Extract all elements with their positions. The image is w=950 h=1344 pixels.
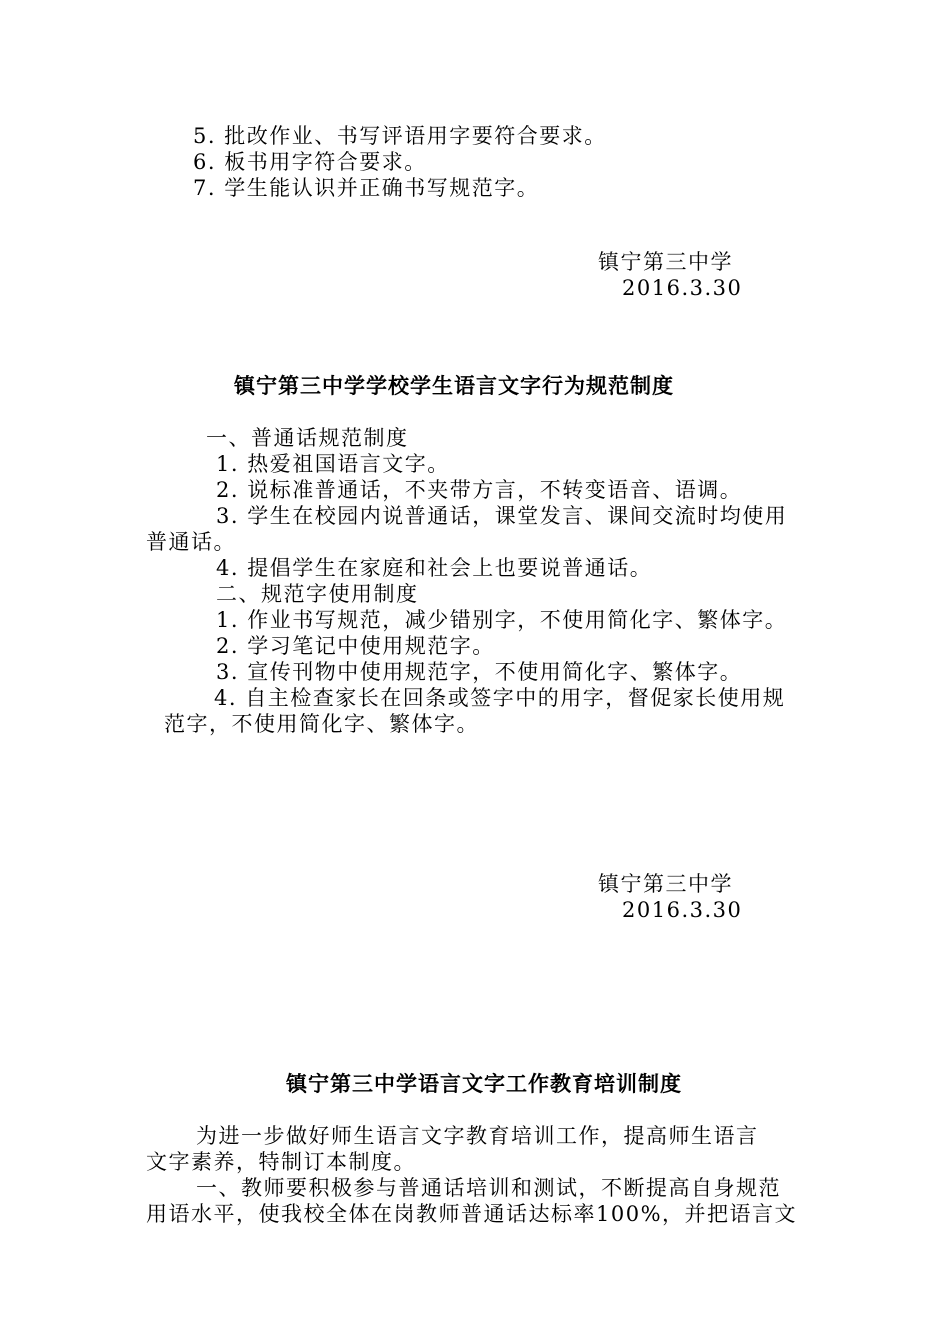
paragraph-line: 用语水平，使我校全体在岗教师普通话达标率100%，并把语言文 [146, 1202, 798, 1226]
paragraph-line: 文字素养，特制订本制度。 [146, 1150, 416, 1174]
list-item: 3. 学生在校园内说普通话，课堂发言、课间交流时均使用 [216, 504, 788, 528]
section-heading: 一、普通话规范制度 [206, 426, 409, 450]
list-item: 4. 自主检查家长在回条或签字中的用字，督促家长使用规 [214, 686, 786, 710]
signature-date: 2016.3.30 [622, 898, 743, 922]
list-item: 5. 批改作业、书写评语用字要符合要求。 [193, 124, 607, 148]
paragraph-line: 一、教师要积极参与普通话培训和测试，不断提高自身规范 [196, 1176, 781, 1200]
section-title: 镇宁第三中学学校学生语言文字行为规范制度 [234, 373, 674, 398]
list-item: 3. 宣传刊物中使用规范字，不使用简化字、繁体字。 [216, 660, 743, 684]
list-item-continuation: 普通话。 [146, 530, 236, 554]
list-item: 2. 学习笔记中使用规范字。 [216, 634, 495, 658]
signature-org: 镇宁第三中学 [598, 250, 733, 274]
list-item: 1. 热爱祖国语言文字。 [216, 452, 450, 476]
list-item: 7. 学生能认识并正确书写规范字。 [193, 176, 540, 200]
paragraph-line: 为进一步做好师生语言文字教育培训工作，提高师生语言 [196, 1124, 759, 1148]
list-item: 2. 说标准普通话，不夹带方言，不转变语音、语调。 [216, 478, 743, 502]
signature-org: 镇宁第三中学 [598, 872, 733, 896]
list-item: 1. 作业书写规范，减少错别字，不使用简化字、繁体字。 [216, 608, 788, 632]
section-title: 镇宁第三中学语言文字工作教育培训制度 [286, 1071, 682, 1096]
section-heading: 二、规范字使用制度 [216, 582, 419, 606]
list-item-continuation: 范字，不使用简化字、繁体字。 [164, 712, 479, 736]
list-item: 6. 板书用字符合要求。 [193, 150, 427, 174]
signature-date: 2016.3.30 [622, 276, 743, 300]
list-item: 4. 提倡学生在家庭和社会上也要说普通话。 [216, 556, 653, 580]
